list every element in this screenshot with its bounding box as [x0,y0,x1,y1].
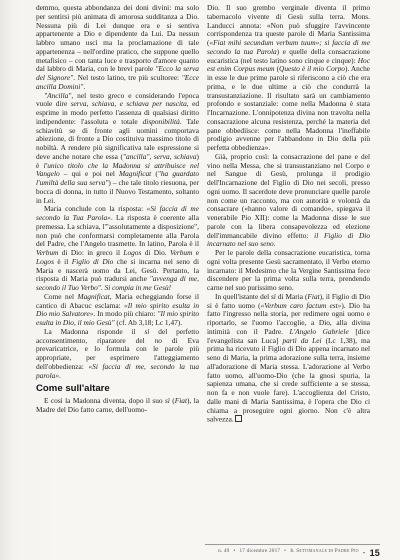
paragraph: Come nel Magnificat, Maria echeggiando forse il cantico di Abacuc esclama: «Il mio spirito esulta in Dio mio Salvatore». In modo più chiaro: "Il mio spirito esulta in Dio, il mio Gesù" (cf. Ab 3,18; Lc 1,47). [36,291,200,327]
left-column [36,4,199,425]
paragraph: Per le parole della consacrazione eucaristica, torna ogni volta presente Gesù sacramentato, il Verbo eterno incarnato: il Medesimo che la Vergine Santissima fece discendere per la prima volta sulla terra, prendendo carne nel suo purissimo seno. [207,248,370,292]
magazine-title: Il Settimanale di Padre Pio [290,548,359,554]
paragraph: Già, proprio così: la consacrazione del pane e del vino nella Messa, che si transustanziano nel Corpo e nel Sangue di Gesù, prolunga il prodigio dell'Incarnazione del Figlio di Dio nei secoli, presso ogni uomo. Il sacerdote deve pronunciare quelle parole non come un racconto, ma con autorità e volontà da consacrare («hanno valore di comando», spiegava il venerabile Pio XII): come la Madonna disse le sue parole con la libera consapevolezza ed elezione dell'immancabile divino effetto: il Figlio di Dio incarnato nel suo seno. [207,151,370,249]
paragraph: In quell'istante del sì di Maria (Fiat), il Figlio di Dio si è fatto uomo («Verbum caro factum est»). Dio ha fatto l'ingresso nella storia, per redimere ogni uomo e riportarlo, se l'uomo l'accoglie, a Dio, alla divina intimità con il Padre. L'Angelo Gabriele [dice l'evangelista san Luca] partì da Lei (Lc 1,38), ma prima ha ricevuto il Figlio di Dio appena incarnato nel seno di Maria, la prima adorazione sulla terra, insieme all'adorazione di Maria stessa. L'adorazione al Verbo fatto uomo, all'uomo-Dio (che la gnosi spuria, la sapienza umana, che si crede sufficiente a se stessa, non fa e non vuole fare). L'accoglienza del Cristo, dalle mani di Maria Santissima, è l'opera che Dio ci chiama a proseguire ogni giorno. Non c'è altra salvezza. [207,291,371,424]
paragraph: Maria conclude con la risposta: «Si faccia di me secondo la Tua Parola». La risposta è coerente alla premessa. La schiava, l'"assolutamente a disposizione", non può che conformarsi completamente alla Parola del Padre, che l'Angelo trasmette. In latino, Parola è il Verbum di Dio: in greco il Logos di Dio. Verbum e Logos è il Figlio di Dio che si incarna nel seno di Maria e nascerà uomo da Lei, Gesù. Pertanto, la risposta di Maria può tradursi anche "avvenga di me, secondo il Tuo Verbo". Si compia in me Gesù! [36,204,199,292]
paragraph: demmo, questa abbondanza dei doni divini: ma solo per sentirsi più animata di amorosa sudditanza a Dio. Nessuna più di Lei dunque era e si sentiva appartenente a Dio e dipendente da Lui. Da nessun labbro umano uscì ma la proclamazione di tale appartenenza – nell'ordine pratico, che suppone quello metafisico – con tanta luce e trasporto d'amore quanto dal labbro di Maria, con le brevi parole "Ecco la serva del Signore". Nel testo latino, tre più scultoree: "Ecce ancilla Domini". [36,3,199,91]
two-column-body [36,4,380,425]
right-column [207,4,370,425]
page-number: 15 [369,548,380,558]
end-of-article-square-icon [235,415,242,422]
section-heading: Come sull'altare [36,383,110,395]
footer-dash: - [362,548,366,557]
paragraph: La Madonna risponde il sì del perfetto acconsentimento, riparatore del no di Eva prevaricatrice, e lo formula con le parole più appropriate, per esprimere l'atteggiamento dell'obbedienza: «Si faccia di me, secondo la tua parola». [36,326,199,380]
footer-separator: • [284,548,287,554]
issue-number: n. 49 [218,548,230,554]
paragraph: Dio. Il suo grembo verginale diventa il primo tabernacolo vivente di Gesù sulla terra. Mons. Landucci annota: «Non può sfuggire l'avvincente corrispondenza tra queste parole di Maria Santissima («Fiat mihi secundum verbum tuum»; si faccia di me secondo la tua Parola) e quelle della consacrazione eucaristica (nel testo latino sono cinque e cinque): Hoc est enim Corpus meum (Questo è il mio Corpo). Anche in esse le due prime parole si riferiscono a ciò che era prima, e le due ultime a ciò che condurrà la transustanziazione. Il risultato sarà un cambiamento profondo e sostanziale: come nella Madonna è stata l'Incarnazione. L'onnipotenza divina non travolta nella consacrazione alcuna resistenza, perché la materia del pane obbediisce: come nella Madonna l'ineffabile prodigio avvenne per l'abbandono in Dio della più perfetta obbedienza». [207,3,371,152]
page-footer [205,544,380,558]
issue-date: 17 dicembre 2017 [239,548,281,554]
footer-separator: • [233,548,236,554]
paragraph: E così la Madonna diventa, dopo il suo sì (Fiat), la Madre del Dio fatto carne, dell'uomo- [36,396,199,414]
paragraph: "Ancilla", nel testo greco e considerando l'epoca vuole dire serva, schiava, e schiava per nascita, ed esprime in modo perfetto l'assenza di qualsiasi diritto indipendente: l'assoluta e totale disponibilità. Tale schiavitù se di fronte agli uomini comportava abiezione, di fronte a Dio costituiva massimo titolo di nobiltà. A rendere più significativa tale espressione si deve anche notare che essa ("ancilla", serva, schiava) è l'unico titolo che la Madonna si attribuisce nel Vangelo – qui e poi nel Magnificat ("ha guardato l'umiltà della sua serva") – che tale titolo riesuona, per bocca di donna, in tutto il Nuovo Testamento, soltanto in Lei. [36,90,200,205]
